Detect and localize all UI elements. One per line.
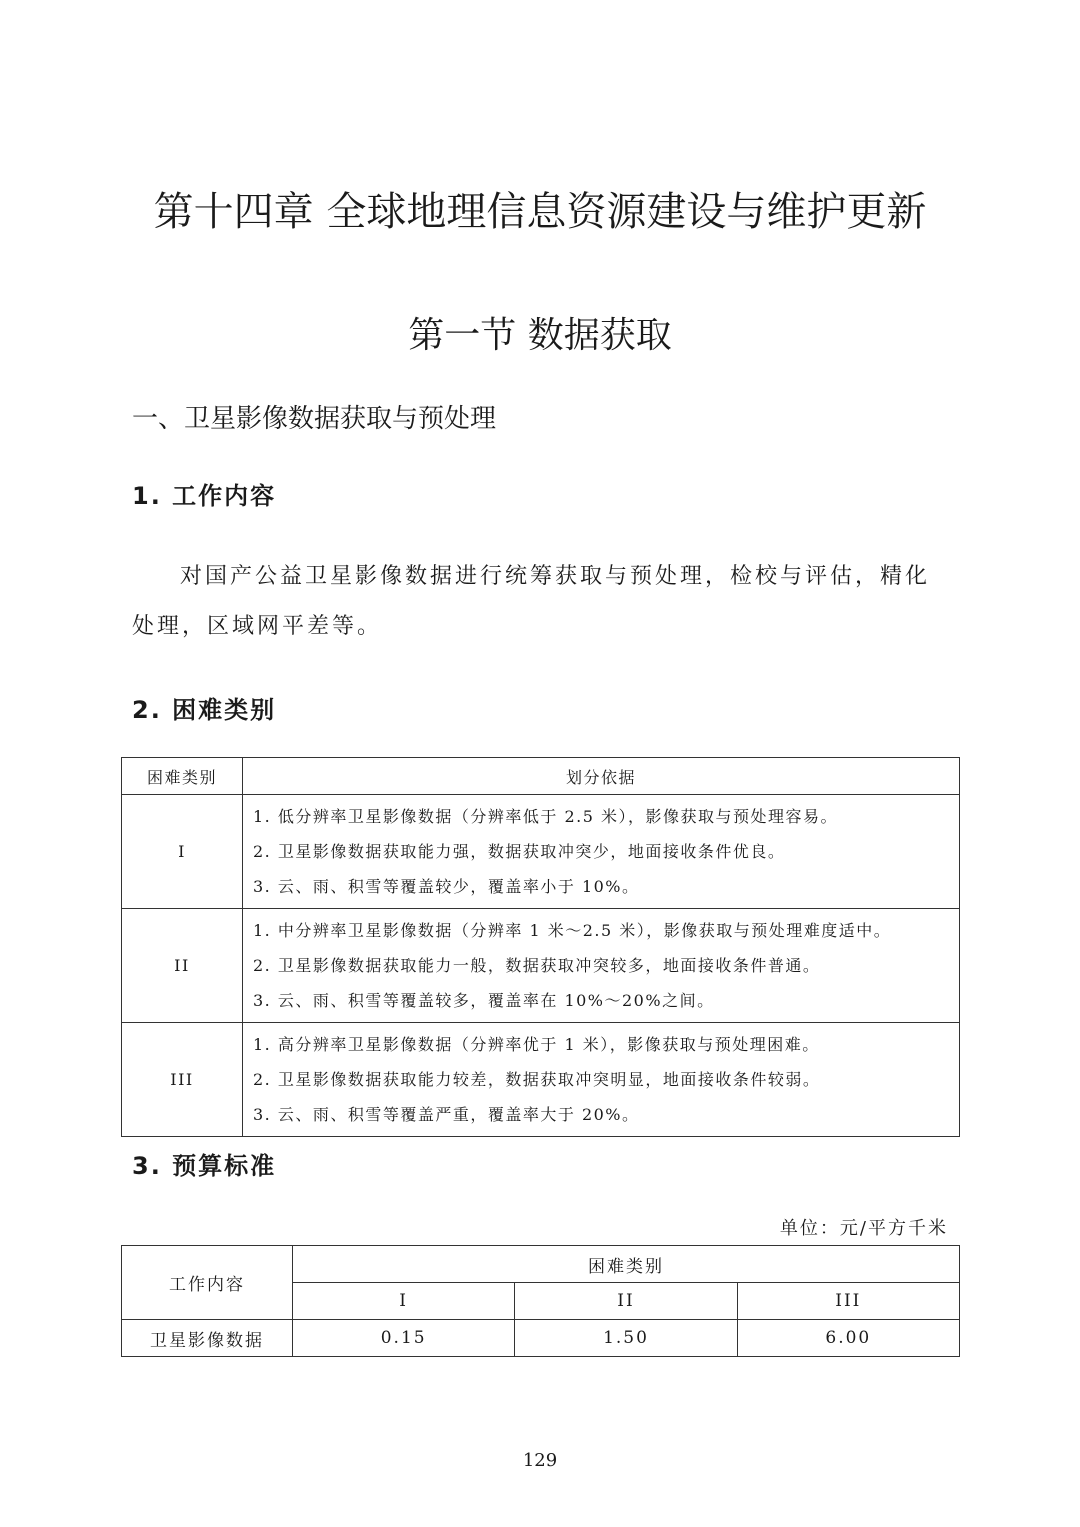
- difficulty-class-cell: I: [122, 795, 243, 909]
- budget-header-row: [122, 1246, 960, 1283]
- basis-line: 3. 云、雨、积雪等覆盖较多，覆盖率在 10%～20%之间。: [253, 991, 715, 1010]
- table-row: [122, 1023, 960, 1137]
- difficulty-table: [121, 757, 960, 1137]
- header-class-i: I: [293, 1283, 515, 1320]
- header-basis: 划分依据: [243, 758, 960, 795]
- header-class-ii: II: [515, 1283, 737, 1320]
- heading-difficulty-class: 2. 困难类别: [132, 696, 277, 724]
- page-number: 129: [522, 1450, 558, 1471]
- basis-line: 3. 云、雨、积雪等覆盖严重，覆盖率大于 20%。: [253, 1105, 640, 1124]
- table-row: [122, 909, 960, 1023]
- header-difficulty-class: 困难类别: [122, 758, 243, 795]
- basis-cell: [243, 1023, 960, 1137]
- section-title: 第一节 数据获取: [408, 315, 672, 356]
- value-class-ii: 1.50: [515, 1320, 737, 1357]
- chapter-title: 第十四章 全球地理信息资源建设与维护更新: [153, 189, 927, 235]
- basis-cell: [243, 909, 960, 1023]
- basis-line: 1. 高分辨率卫星影像数据（分辨率优于 1 米），影像获取与预处理困难。: [253, 1035, 820, 1054]
- header-difficulty: 困难类别: [293, 1246, 960, 1283]
- basis-line: 2. 卫星影像数据获取能力一般，数据获取冲突较多，地面接收条件普通。: [253, 956, 821, 975]
- basis-line: 1. 低分辨率卫星影像数据（分辨率低于 2.5 米），影像获取与预处理容易。: [253, 807, 838, 826]
- basis-line: 2. 卫星影像数据获取能力较差，数据获取冲突明显，地面接收条件较弱。: [253, 1070, 821, 1089]
- subsection-title: 一、卫星影像数据获取与预处理: [132, 404, 497, 434]
- table-row: [122, 795, 960, 909]
- difficulty-table-header: [122, 758, 960, 795]
- header-class-iii: III: [737, 1283, 959, 1320]
- basis-line: 3. 云、雨、积雪等覆盖较少，覆盖率小于 10%。: [253, 877, 640, 896]
- budget-table: [121, 1245, 960, 1357]
- value-class-i: 0.15: [293, 1320, 515, 1357]
- heading-budget-standard: 3. 预算标准: [132, 1152, 277, 1180]
- basis-cell: [243, 795, 960, 909]
- work-content-paragraph: 对国产公益卫星影像数据进行统筹获取与预处理，检校与评估，精化处理，区域网平差等。: [132, 564, 931, 639]
- difficulty-class-cell: III: [122, 1023, 243, 1137]
- difficulty-class-cell: II: [122, 909, 243, 1023]
- unit-label: 单位：元/平方千米: [779, 1218, 948, 1239]
- value-class-iii: 6.00: [737, 1320, 959, 1357]
- row-label: 卫星影像数据: [122, 1320, 293, 1357]
- basis-line: 1. 中分辨率卫星影像数据（分辨率 1 米～2.5 米），影像获取与预处理难度适中。: [253, 921, 892, 940]
- heading-work-content: 1. 工作内容: [132, 482, 277, 510]
- basis-line: 2. 卫星影像数据获取能力强，数据获取冲突少，地面接收条件优良。: [253, 842, 786, 861]
- header-work-content: 工作内容: [122, 1246, 293, 1320]
- table-row: [122, 1320, 960, 1357]
